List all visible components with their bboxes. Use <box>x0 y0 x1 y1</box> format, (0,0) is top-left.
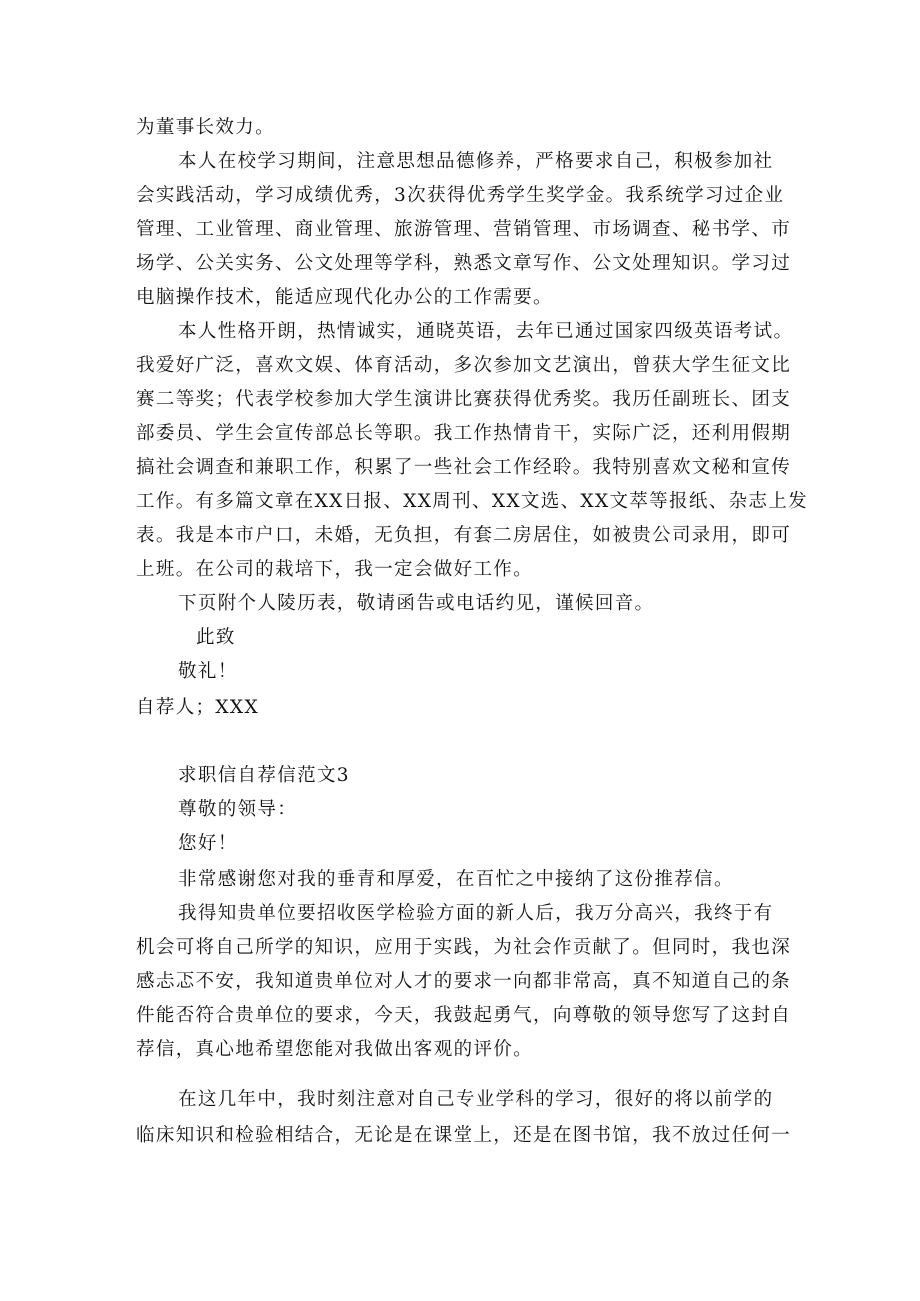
greeting-recipient: 尊敬的领导： <box>178 799 298 820</box>
text-line: 管理、工业管理、商业管理、旅游管理、营销管理、市场调查、秘书学、市 <box>136 219 792 240</box>
greeting: 您好！ <box>178 833 238 854</box>
paragraph-start: 在这几年中，我时刻注意对自己专业学科的学习，很好的将以前学的 <box>178 1089 774 1110</box>
text-line: 为董事长效力。 <box>136 117 275 138</box>
text-line: 我爱好广泛，喜欢文娱、体育活动，多次参加文艺演出，曾获大学生征文比 <box>136 355 792 376</box>
closing-regards: 敬礼！ <box>178 661 238 682</box>
paragraph-start: 本人性格开朗，热情诚实，通晓英语，去年已通过国家四级英语考试。 <box>178 321 794 342</box>
text-line: 赛二等奖；代表学校参加大学生演讲比赛获得优秀奖。我历任副班长、团支 <box>136 389 792 410</box>
text-line: 感忐忑不安，我知道贵单位对人才的要求一向都非常高，真不知道自己的条 <box>136 971 792 992</box>
signature-line: 自荐人；XXX <box>136 697 259 718</box>
text-line: 表。我是本市户口，未婚，无负担，有套二房居住，如被贵公司录用，即可 <box>136 525 792 546</box>
text-line: 搞社会调查和兼职工作，积累了一些社会工作经聆。我特别喜欢文秘和宣传 <box>136 457 792 478</box>
text-line: 工作。有多篇文章在XX日报、XX周刊、XX文选、XX文萃等报纸、杂志上发 <box>136 491 808 512</box>
text-line: 荐信，真心地希望您能对我做出客观的评价。 <box>136 1039 534 1060</box>
text-line: 场学、公关实务、公文处理等学科，熟悉文章写作、公文处理知识。学习过 <box>136 253 792 274</box>
text-line: 会实践活动，学习成绩优秀，3次获得优秀学生奖学金。我系统学习过企业 <box>136 185 785 206</box>
text-line: 临床知识和检验相结合，无论是在课堂上，还是在图书馆，我不放过任何一 <box>136 1125 792 1146</box>
paragraph-start: 我得知贵单位要招收医学检验方面的新人后，我万分高兴，我终于有 <box>178 903 774 924</box>
paragraph-start: 下页附个人陵历表，敬请函告或电话约见，谨候回音。 <box>178 593 655 614</box>
paragraph-start: 非常感谢您对我的垂青和厚爱，在百忙之中接纳了这份推荐信。 <box>178 869 734 890</box>
text-line: 机会可将自己所学的知识，应用于实践，为社会作贡献了。但同时，我也深 <box>136 937 792 958</box>
section-title: 求职信自荐信范文3 <box>178 765 350 786</box>
paragraph-start: 本人在校学习期间，注意思想品德修养，严格要求自己，积极参加社 <box>178 151 774 172</box>
text-line: 部委员、学生会宣传部总长等职。我工作热情肯干，实际广泛，还利用假期 <box>136 423 792 444</box>
text-line: 上班。在公司的栽培下，我一定会做好工作。 <box>136 559 534 580</box>
closing-salutation: 此致 <box>196 627 236 648</box>
text-line: 件能否符合贵单位的要求，今天，我鼓起勇气，向尊敬的领导您写了这封自 <box>136 1005 792 1026</box>
text-line: 电脑操作技术，能适应现代化办公的工作需要。 <box>136 287 553 308</box>
